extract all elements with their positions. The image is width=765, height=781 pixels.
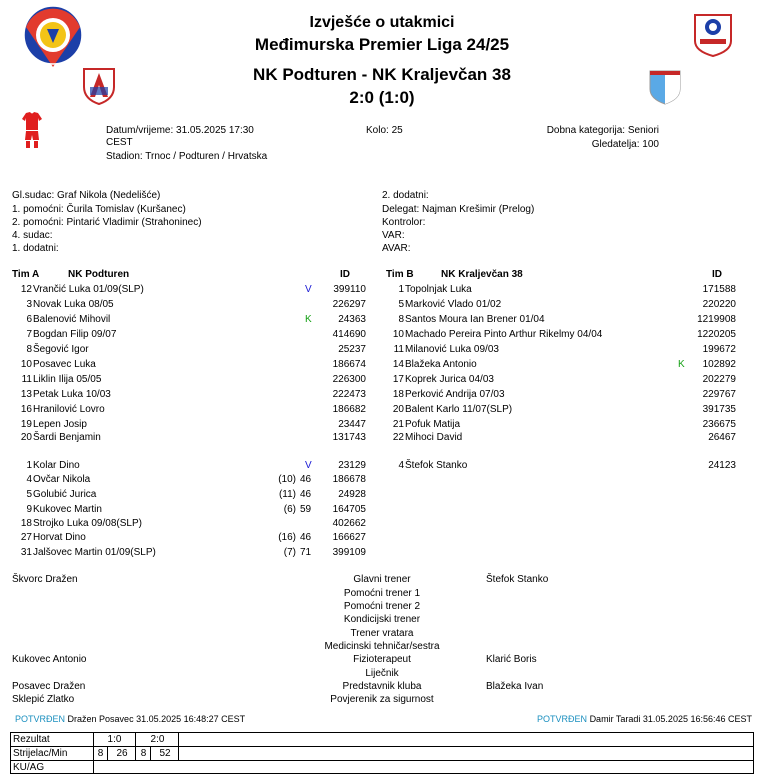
player-id: 102892 [702, 359, 736, 370]
table-row [382, 299, 765, 311]
role-label: Liječnik [365, 668, 399, 679]
player-id: 226300 [332, 374, 366, 385]
table-row [382, 284, 765, 296]
replaced-player: (6) [283, 504, 296, 515]
staff-row [0, 574, 765, 586]
score-value: 1:0 [107, 734, 122, 745]
table-row [0, 314, 382, 326]
team-b-head-coach: Štefok Stanko [486, 574, 549, 585]
player-id: 186674 [332, 359, 366, 370]
player-name: Lepen Josip [33, 419, 87, 430]
player-id: 220220 [702, 299, 736, 310]
team-b-club-rep: Blažeka Ivan [486, 681, 544, 692]
replaced-player: (10) [278, 474, 296, 485]
table-row [382, 460, 765, 472]
shirt-number: 1 [398, 284, 404, 295]
match-round: Kolo: 25 [366, 125, 403, 136]
player-id: 24363 [338, 314, 366, 325]
shirt-number: 4 [398, 460, 404, 471]
player-id: 402662 [332, 518, 366, 529]
scorer-cell [94, 747, 108, 760]
staff-row [0, 654, 765, 666]
team-b-starters [382, 284, 765, 444]
match-score: 2:0 (1:0) [349, 88, 415, 107]
scorer-cell [109, 747, 136, 760]
main-referee: Gl.sudac: Graf Nikola (Nedelišće) [12, 190, 161, 201]
shirt-number: 27 [20, 532, 32, 543]
table-row [382, 389, 765, 401]
player-name: Jalšovec Martin 01/09(SLP) [33, 547, 156, 558]
shirt-number: 5 [398, 299, 404, 310]
shirt-number: 3 [26, 299, 32, 310]
shirt-number: 31 [20, 547, 32, 558]
player-id: 186678 [332, 474, 366, 485]
replaced-player: (11) [278, 489, 296, 500]
shirt-number: 10 [20, 359, 32, 370]
player-id: 23129 [338, 460, 366, 471]
player-id: 199672 [702, 344, 736, 355]
player-id: 1220205 [697, 329, 736, 340]
table-row [382, 419, 765, 431]
shirt-number: 12 [20, 284, 32, 295]
table-row [382, 432, 765, 444]
table-row [0, 432, 382, 444]
staff-row [0, 668, 765, 680]
player-id: 26467 [708, 432, 736, 443]
player-name: Topolnjak Luka [405, 284, 472, 295]
player-id: 1219908 [697, 314, 736, 325]
table-row [382, 359, 765, 371]
scorer-minute: 26 [116, 748, 128, 759]
role-label: Povjerenik za sigurnost [330, 694, 434, 705]
player-id: 399110 [333, 284, 366, 295]
replaced-player: (16) [278, 532, 296, 543]
match-title: NK Podturen - NK Kraljevčan 38 [253, 65, 511, 84]
match-timezone: CEST [106, 137, 133, 148]
player-id: 391735 [702, 404, 736, 415]
player-id: 24928 [338, 489, 366, 500]
player-id: 236675 [702, 419, 736, 430]
player-name: Machado Pereira Pinto Arthur Rikelmy 04/04 [405, 329, 603, 340]
player-name: Kolar Dino [33, 460, 80, 471]
table-row [382, 314, 765, 326]
role-label: Kondicijski trener [343, 614, 421, 625]
player-id: 226297 [332, 299, 366, 310]
captain-mark: K [678, 359, 685, 370]
player-name: Balent Karlo 11/07(SLP) [405, 404, 513, 415]
team-a-security-officer: Sklepić Zlatko [12, 694, 75, 705]
shirt-number: 4 [26, 474, 32, 485]
table-row [0, 419, 382, 431]
team-b-physio: Klarić Boris [486, 654, 537, 665]
team-a-id-header: ID [340, 269, 350, 280]
shirt-number: 5 [26, 489, 32, 500]
player-id: 229767 [702, 389, 736, 400]
league-logo [20, 5, 86, 69]
table-row [0, 389, 382, 401]
shirt-number: 19 [20, 419, 32, 430]
role-label: Glavni trener [353, 574, 411, 585]
player-name: Blažeka Antonio [405, 359, 477, 370]
player-id: 222473 [332, 389, 366, 400]
player-id: 186682 [332, 404, 366, 415]
shirt-number: 8 [398, 314, 404, 325]
scorer-number: 8 [97, 748, 104, 759]
staff-row [0, 588, 765, 600]
table-row [0, 284, 382, 296]
role-label: Pomoćni trener 1 [343, 588, 421, 599]
role-label: Pomoćni trener 2 [343, 601, 421, 612]
staff-row [0, 681, 765, 693]
team-b-confirmation [450, 713, 752, 725]
substitution-minute: 46 [300, 474, 312, 485]
staff-row [0, 614, 765, 626]
staff-section [0, 574, 765, 708]
player-name: Koprek Jurica 04/03 [405, 374, 494, 385]
table-row [0, 460, 382, 472]
table-row [0, 547, 382, 559]
role-label: Medicinski tehničar/sestra [324, 641, 440, 652]
table-row [0, 532, 382, 544]
table-row [382, 404, 765, 416]
results-grid [10, 732, 754, 774]
player-id: 131743 [332, 432, 366, 443]
score-cell [137, 733, 179, 746]
player-name: Bogdan Filip 09/07 [33, 329, 117, 340]
spectators: Gledatelja: 100 [591, 139, 659, 150]
team-a-confirmation [15, 713, 245, 725]
confirmation-details: Damir Taradi 31.05.2025 16:56:46 CEST [589, 714, 752, 724]
var-official: VAR: [382, 230, 405, 241]
row-label-cards: KU/AG [13, 762, 45, 773]
scorer-cell [137, 747, 151, 760]
league-title: Međimurska Premier Liga 24/25 [254, 35, 510, 54]
shirt-number: 7 [26, 329, 32, 340]
player-name: Kukovec Martin [33, 504, 102, 515]
assistant-referee-2: 2. pomoćni: Pintarić Vladimir (Strahoninec) [12, 217, 202, 228]
confirmation-details: Dražen Posavec 31.05.2025 16:48:27 CEST [67, 714, 246, 724]
player-name: Liklin Ilija 05/05 [33, 374, 102, 385]
table-row [0, 474, 382, 486]
row-label-result: Rezultat [13, 734, 50, 745]
shirt-number: 11 [393, 344, 404, 355]
shirt-number: 21 [392, 419, 404, 430]
player-name: Golubić Jurica [33, 489, 97, 500]
staff-row [0, 641, 765, 653]
role-label: Fizioterapeut [353, 654, 411, 665]
shirt-number: 18 [392, 389, 404, 400]
substitution-minute: 71 [300, 547, 312, 558]
grid-divider [11, 760, 753, 761]
player-name: Mihoci David [405, 432, 463, 443]
player-id: 202279 [702, 374, 736, 385]
player-id: 164705 [332, 504, 366, 515]
player-name: Štefok Stanko [405, 460, 468, 471]
goalkeeper-mark: V [305, 284, 312, 295]
shirt-number: 1 [26, 460, 32, 471]
table-row [0, 518, 382, 530]
scorer-minute: 52 [159, 748, 171, 759]
score-value: 2:0 [150, 734, 165, 745]
team-a-physio: Kukovec Antonio [12, 654, 87, 665]
shirt-number: 18 [20, 518, 32, 529]
player-name: Vrančić Luka 01/09(SLP) [33, 284, 144, 295]
player-name: Santos Moura Ian Brener 01/04 [405, 314, 545, 325]
player-id: 399109 [332, 547, 366, 558]
table-row [0, 299, 382, 311]
staff-row [0, 694, 765, 706]
team-a-substitutes [0, 460, 382, 560]
team-a-name: NK Podturen [68, 269, 130, 280]
shirt-number: 11 [21, 374, 32, 385]
player-name: Petak Luka 10/03 [33, 389, 111, 400]
shirt-number: 22 [392, 432, 404, 443]
player-name: Milanović Luka 09/03 [405, 344, 499, 355]
age-category: Dobna kategorija: Seniori [546, 125, 659, 136]
controller: Kontrolor: [382, 217, 426, 228]
shirt-number: 9 [26, 504, 32, 515]
table-row [382, 344, 765, 356]
confirmed-label: POTVRĐEN [15, 714, 66, 724]
table-row [0, 374, 382, 386]
confirmed-label: POTVRĐEN [537, 714, 588, 724]
match-stadium: Stadion: Trnoc / Podturen / Hrvatska [106, 151, 268, 162]
team-b-substitutes [382, 460, 765, 474]
table-row [0, 359, 382, 371]
shirt-number: 20 [20, 432, 32, 443]
player-name: Strojko Luka 09/08(SLP) [33, 518, 142, 529]
team-b-name: NK Kraljevčan 38 [441, 269, 523, 280]
kraljevcan-crest [648, 67, 682, 105]
table-row [382, 374, 765, 386]
player-id: 25237 [338, 344, 366, 355]
player-id: 23447 [338, 419, 366, 430]
player-id: 24123 [708, 460, 736, 471]
player-name: Posavec Luka [33, 359, 96, 370]
staff-row [0, 628, 765, 640]
team-a-starters [0, 284, 382, 444]
match-delegate: Delegat: Najman Krešimir (Prelog) [382, 204, 535, 215]
table-row [382, 329, 765, 341]
additional-referee-2: 2. dodatni: [382, 190, 429, 201]
player-id: 171588 [702, 284, 736, 295]
substitution-minute: 59 [300, 504, 312, 515]
goalkeeper-mark: V [305, 460, 312, 471]
assistant-referee-1: 1. pomoćni: Čurila Tomislav (Kuršanec) [12, 204, 186, 215]
player-name: Perković Andrija 07/03 [405, 389, 505, 400]
shirt-number: 17 [392, 374, 404, 385]
team-a-club-rep: Posavec Dražen [12, 681, 86, 692]
replaced-player: (7) [283, 547, 296, 558]
shirt-number: 14 [392, 359, 404, 370]
captain-mark: K [305, 314, 312, 325]
player-name: Balenović Mihovil [33, 314, 111, 325]
player-name: Ovčar Nikola [33, 474, 91, 485]
table-row [0, 329, 382, 341]
scorer-number: 8 [140, 748, 147, 759]
player-id: 166627 [332, 532, 366, 543]
avar-official: AVAR: [382, 243, 411, 254]
shirt-number: 10 [392, 329, 404, 340]
player-id: 414690 [332, 329, 366, 340]
jersey-icon [21, 112, 43, 148]
report-title: Izvješće o utakmici [309, 14, 455, 31]
table-row [0, 344, 382, 356]
score-cell [94, 733, 136, 746]
role-label: Trener vratara [350, 628, 414, 639]
shirt-number: 20 [392, 404, 404, 415]
match-datetime: Datum/vrijeme: 31.05.2025 17:30 [106, 125, 254, 136]
podturen-crest [82, 67, 116, 105]
team-a-head-coach: Škvorc Dražen [12, 574, 78, 585]
shirt-number: 16 [20, 404, 32, 415]
substitution-minute: 46 [300, 532, 312, 543]
staff-row [0, 601, 765, 613]
player-name: Marković Vlado 01/02 [405, 299, 502, 310]
shirt-number: 8 [26, 344, 32, 355]
player-name: Novak Luka 08/05 [33, 299, 114, 310]
player-name: Šegović Igor [33, 344, 89, 355]
player-name: Pofuk Matija [405, 419, 461, 430]
table-row [0, 504, 382, 516]
table-row [0, 404, 382, 416]
table-row [0, 489, 382, 501]
substitution-minute: 46 [300, 489, 312, 500]
team-a-label: Tim A [12, 269, 40, 280]
row-label-scorer: Strijelac/Min [13, 748, 68, 759]
team-b-id-header: ID [712, 269, 722, 280]
additional-referee-1: 1. dodatni: [12, 243, 59, 254]
shirt-number: 13 [20, 389, 32, 400]
scorer-cell [152, 747, 179, 760]
role-label: Predstavnik kluba [342, 681, 422, 692]
team-b-label: Tim B [386, 269, 414, 280]
fourth-official: 4. sudac: [12, 230, 53, 241]
player-name: Hranilović Lovro [33, 404, 105, 415]
shirt-number: 6 [26, 314, 32, 325]
federation-logo [693, 11, 733, 57]
player-name: Šardi Benjamin [33, 432, 101, 443]
player-name: Horvat Dino [33, 532, 86, 543]
